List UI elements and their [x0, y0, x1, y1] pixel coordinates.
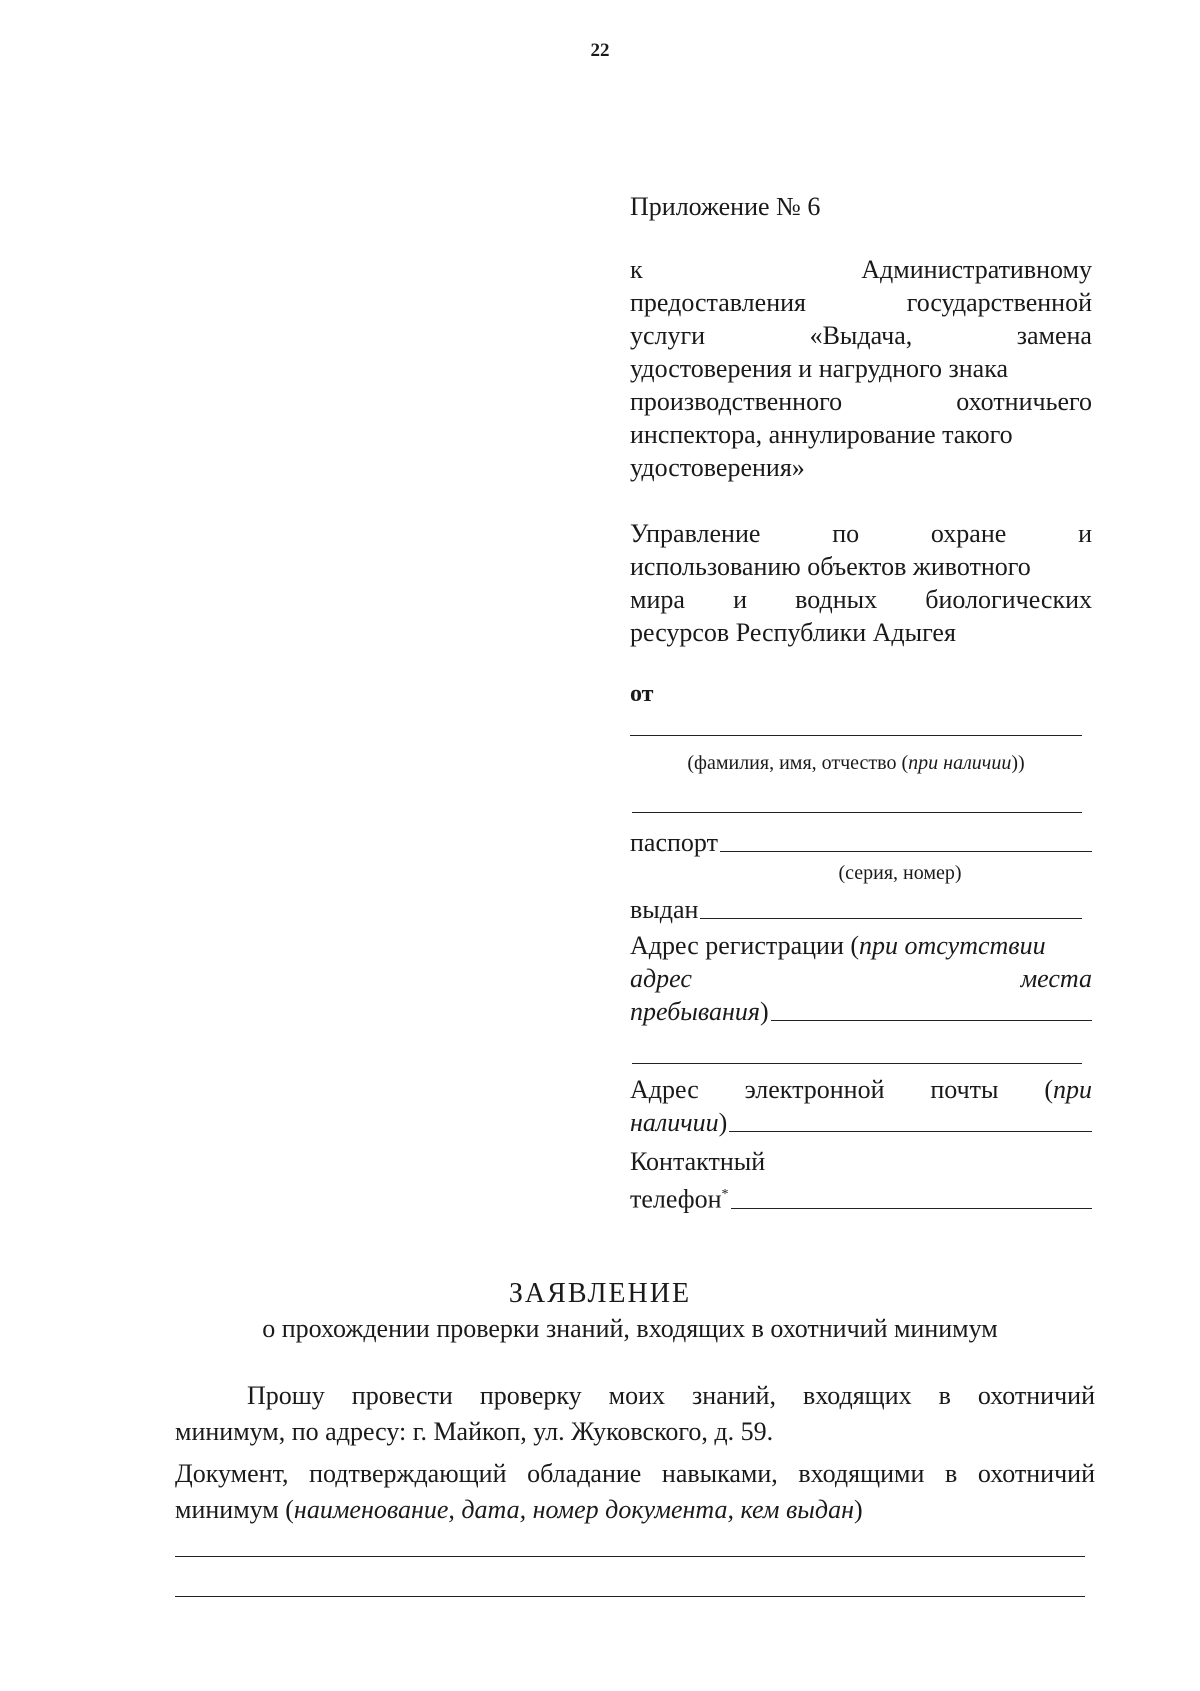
registration-address-label: пребывания — [630, 997, 760, 1026]
email-label: наличии — [630, 1108, 719, 1137]
recipient-line — [630, 583, 1092, 616]
recipient-word: и — [733, 585, 747, 614]
document-line-1[interactable] — [175, 1556, 1085, 1557]
phone-field[interactable] — [630, 1178, 1092, 1216]
page-number: 22 — [590, 40, 610, 61]
recipient-word: мира — [630, 585, 685, 614]
recipient-word: биологических — [925, 585, 1092, 614]
request-paragraph-line1: Прошу провести проверку моих знаний, входящих в охотничий — [247, 1381, 1095, 1410]
appendix-title: Приложение № 6 — [630, 192, 821, 221]
recipient-line-last: ресурсов Республики Адыгея — [630, 618, 956, 647]
fio-line-2[interactable] — [632, 812, 1082, 813]
email-line[interactable] — [729, 1131, 1092, 1132]
passport-caption: (серия, номер) — [838, 862, 962, 884]
appendix-word: производственного — [630, 387, 843, 416]
email-field[interactable]: наличии ) — [630, 1106, 1092, 1139]
request-paragraph-line2: минимум, по адресу: г. Майкоп, ул. Жуковского, д. 59. — [175, 1417, 774, 1446]
appendix-line-last: удостоверения» — [630, 453, 805, 482]
phone-line[interactable] — [731, 1208, 1093, 1209]
fio-line[interactable] — [630, 735, 1082, 736]
appendix-line — [630, 352, 1092, 385]
appendix-line — [630, 385, 1092, 418]
appendix-word: замена — [1016, 321, 1092, 350]
registration-address-line-2[interactable] — [632, 1063, 1082, 1064]
appendix-word: удостоверения и нагрудного знака — [630, 354, 1009, 383]
appendix-word: к — [630, 255, 643, 284]
issued-line[interactable] — [700, 918, 1082, 919]
appendix-word: Административному — [861, 255, 1092, 284]
registration-address-line[interactable] — [771, 1020, 1092, 1021]
document-paragraph-line1: Документ, подтверждающий обладание навыками, входящими в охотничий — [175, 1459, 1095, 1488]
appendix-line — [630, 418, 1092, 451]
recipient-word: использованию объектов животного — [630, 552, 1031, 581]
recipient-authority — [630, 517, 1092, 649]
appendix-word: предоставления — [630, 288, 806, 317]
passport-label: паспорт — [630, 828, 718, 857]
statement-title: ЗАЯВЛЕНИЕ — [508, 1278, 692, 1309]
from-label: от — [630, 681, 654, 707]
recipient-word: и — [1078, 519, 1092, 548]
appendix-line — [630, 286, 1092, 319]
phone-label-line1: Контактный — [630, 1147, 766, 1176]
recipient-line — [630, 517, 1092, 550]
passport-field[interactable] — [630, 826, 1092, 859]
registration-address-field[interactable]: пребывания ) — [630, 995, 1092, 1028]
document-paragraph-line2: минимум (наименование, дата, номер документа, кем выдан) — [175, 1495, 863, 1524]
recipient-word: по — [832, 519, 860, 548]
recipient-word: охране — [930, 519, 1007, 548]
recipient-line — [630, 550, 1092, 583]
passport-line[interactable] — [720, 851, 1092, 852]
statement-subtitle: о прохождении проверки знаний, входящих в охотничий минимум — [262, 1314, 998, 1343]
issued-label: выдан — [630, 895, 699, 924]
appendix-line — [630, 319, 1092, 352]
registration-address-line1: Адрес регистрации (при отсутствии — [630, 931, 1046, 960]
recipient-word: Управление — [630, 519, 761, 548]
appendix-word: «Выдача, — [809, 321, 913, 350]
phone-label: телефон* — [630, 1184, 729, 1214]
appendix-line — [630, 253, 1092, 286]
appendix-word: охотничьего — [956, 387, 1092, 416]
registration-address-line2: адрес места — [630, 964, 1092, 993]
recipient-word: водных — [795, 585, 878, 614]
appendix-word: услуги — [630, 321, 706, 350]
appendix-word: государственной — [906, 288, 1092, 317]
appendix-word: инспектора, аннулирование такого — [630, 420, 1013, 449]
fio-caption: (фамилия, имя, отчество (при наличии)) — [687, 752, 1025, 774]
document-line-2[interactable] — [175, 1596, 1085, 1597]
email-line1: Адрес электронной почты (при — [630, 1075, 1093, 1104]
appendix-reference — [630, 253, 1092, 484]
issued-field[interactable] — [630, 893, 1082, 926]
